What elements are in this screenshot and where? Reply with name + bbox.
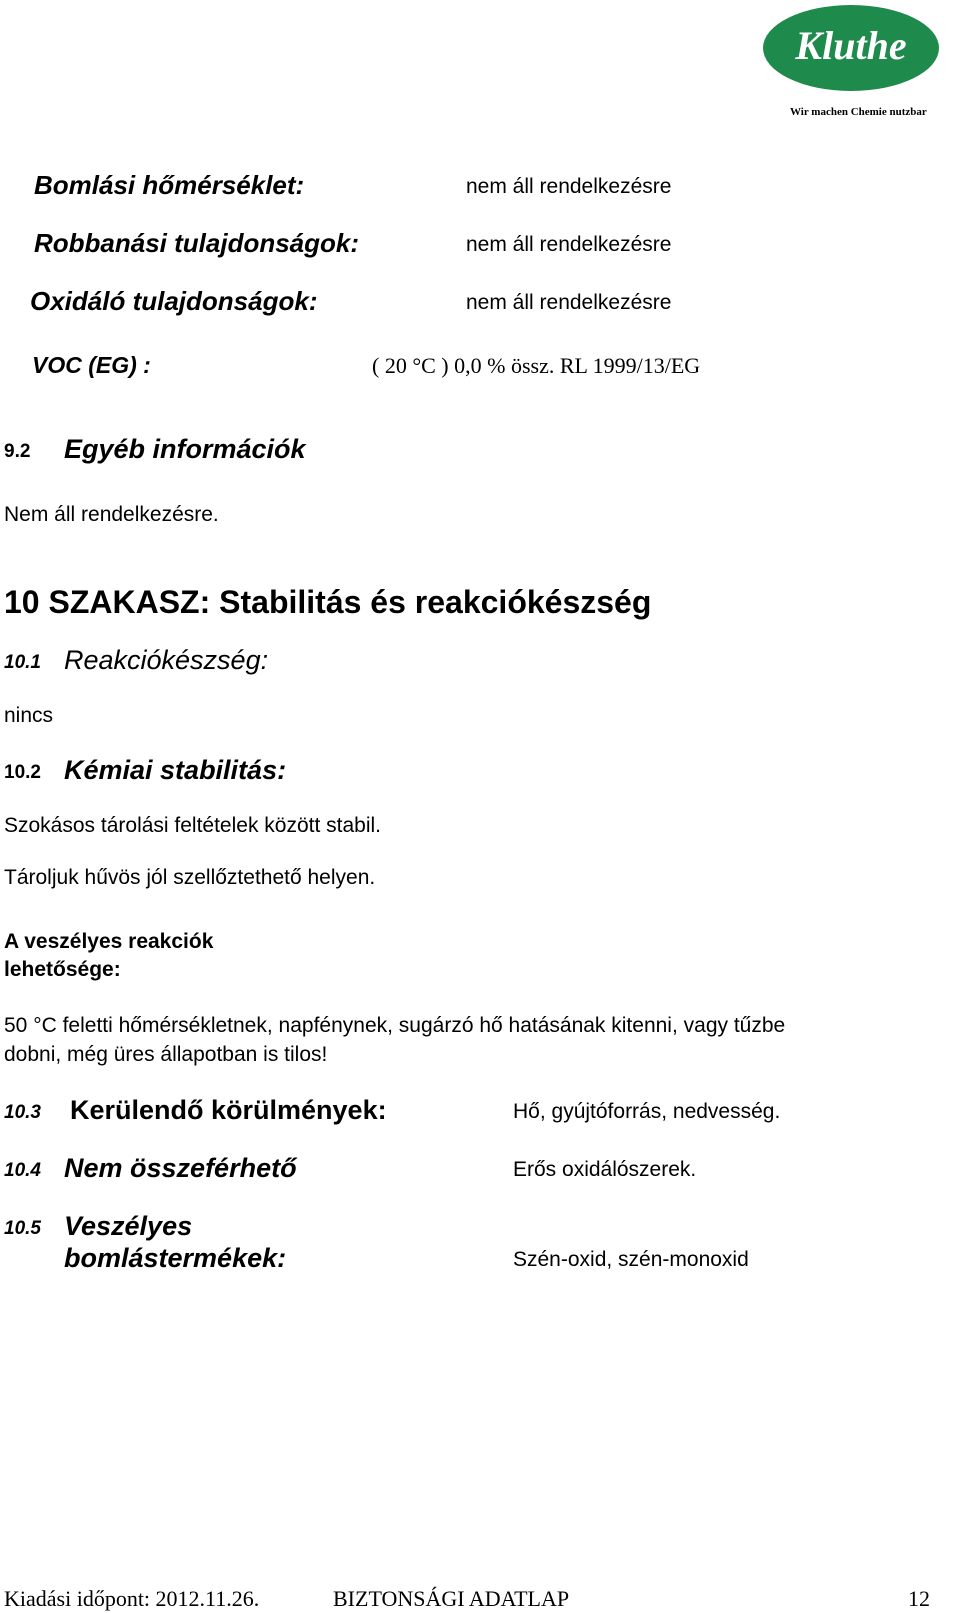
footer-issue-date: Kiadási időpont: 2012.11.26. <box>4 1586 260 1611</box>
subsection-value: Erős oxidálószerek. <box>513 1158 697 1181</box>
hazard-text-line: dobni, még üres állapotban is tilos! <box>4 1043 328 1066</box>
hazard-label-line: lehetősége: <box>4 958 121 981</box>
subsection-value: Hő, gyújtóforrás, nedvesség. <box>513 1100 781 1123</box>
property-label: Bomlási hőmérséklet: <box>34 170 305 200</box>
subsection-value: Szén-oxid, szén-monoxid <box>513 1248 749 1271</box>
voc-value: ( 20 °C ) 0,0 % össz. RL 1999/13/EG <box>372 353 701 378</box>
property-label: Robbanási tulajdonságok: <box>34 228 360 258</box>
property-value: nem áll rendelkezésre <box>466 233 672 256</box>
subsection-title: Reakciókészség: <box>64 645 269 675</box>
section-number: 10.5 <box>4 1218 41 1239</box>
section-number: 10.4 <box>4 1160 41 1181</box>
subsection-title: bomlástermékek: <box>64 1243 287 1273</box>
section-title: Egyéb információk <box>64 434 306 464</box>
hazard-text-line: 50 °C feletti hőmérsékletnek, napfénynek, sugárzó hő hatásának kitenni, vagy tűzbe <box>4 1014 786 1037</box>
property-value: nem áll rendelkezésre <box>466 291 672 314</box>
section-number: 9.2 <box>4 441 31 462</box>
section-number: 10.2 <box>4 762 41 783</box>
subsection-text: nincs <box>4 704 54 727</box>
stability-line: Szokásos tárolási feltételek között stabil. <box>4 814 382 837</box>
logo-text: Kluthe <box>795 23 907 68</box>
section-10-title: 10 SZAKASZ: Stabilitás és reakciókészség <box>4 584 652 620</box>
section-number: 10.3 <box>4 1102 41 1123</box>
kluthe-logo <box>762 4 940 92</box>
logo-tagline: Wir machen Chemie nutzbar <box>790 106 927 118</box>
section-text: Nem áll rendelkezésre. <box>4 503 219 526</box>
property-label: Oxidáló tulajdonságok: <box>30 286 318 316</box>
subsection-title: Nem összeférhető <box>64 1153 297 1183</box>
subsection-title: Kerülendő körülmények: <box>70 1095 387 1125</box>
section-number: 10.1 <box>4 652 41 673</box>
property-value: nem áll rendelkezésre <box>466 175 672 198</box>
stability-line: Tároljuk hűvös jól szellőztethető helyen. <box>4 866 376 889</box>
subsection-title: Veszélyes <box>64 1211 193 1241</box>
subsection-title: Kémiai stabilitás: <box>64 755 287 785</box>
footer-doc-title: BIZTONSÁGI ADATLAP <box>333 1586 570 1611</box>
footer-page-number: 12 <box>908 1586 930 1611</box>
hazard-label-line: A veszélyes reakciók <box>4 930 214 953</box>
voc-label: VOC (EG) : <box>32 352 151 378</box>
